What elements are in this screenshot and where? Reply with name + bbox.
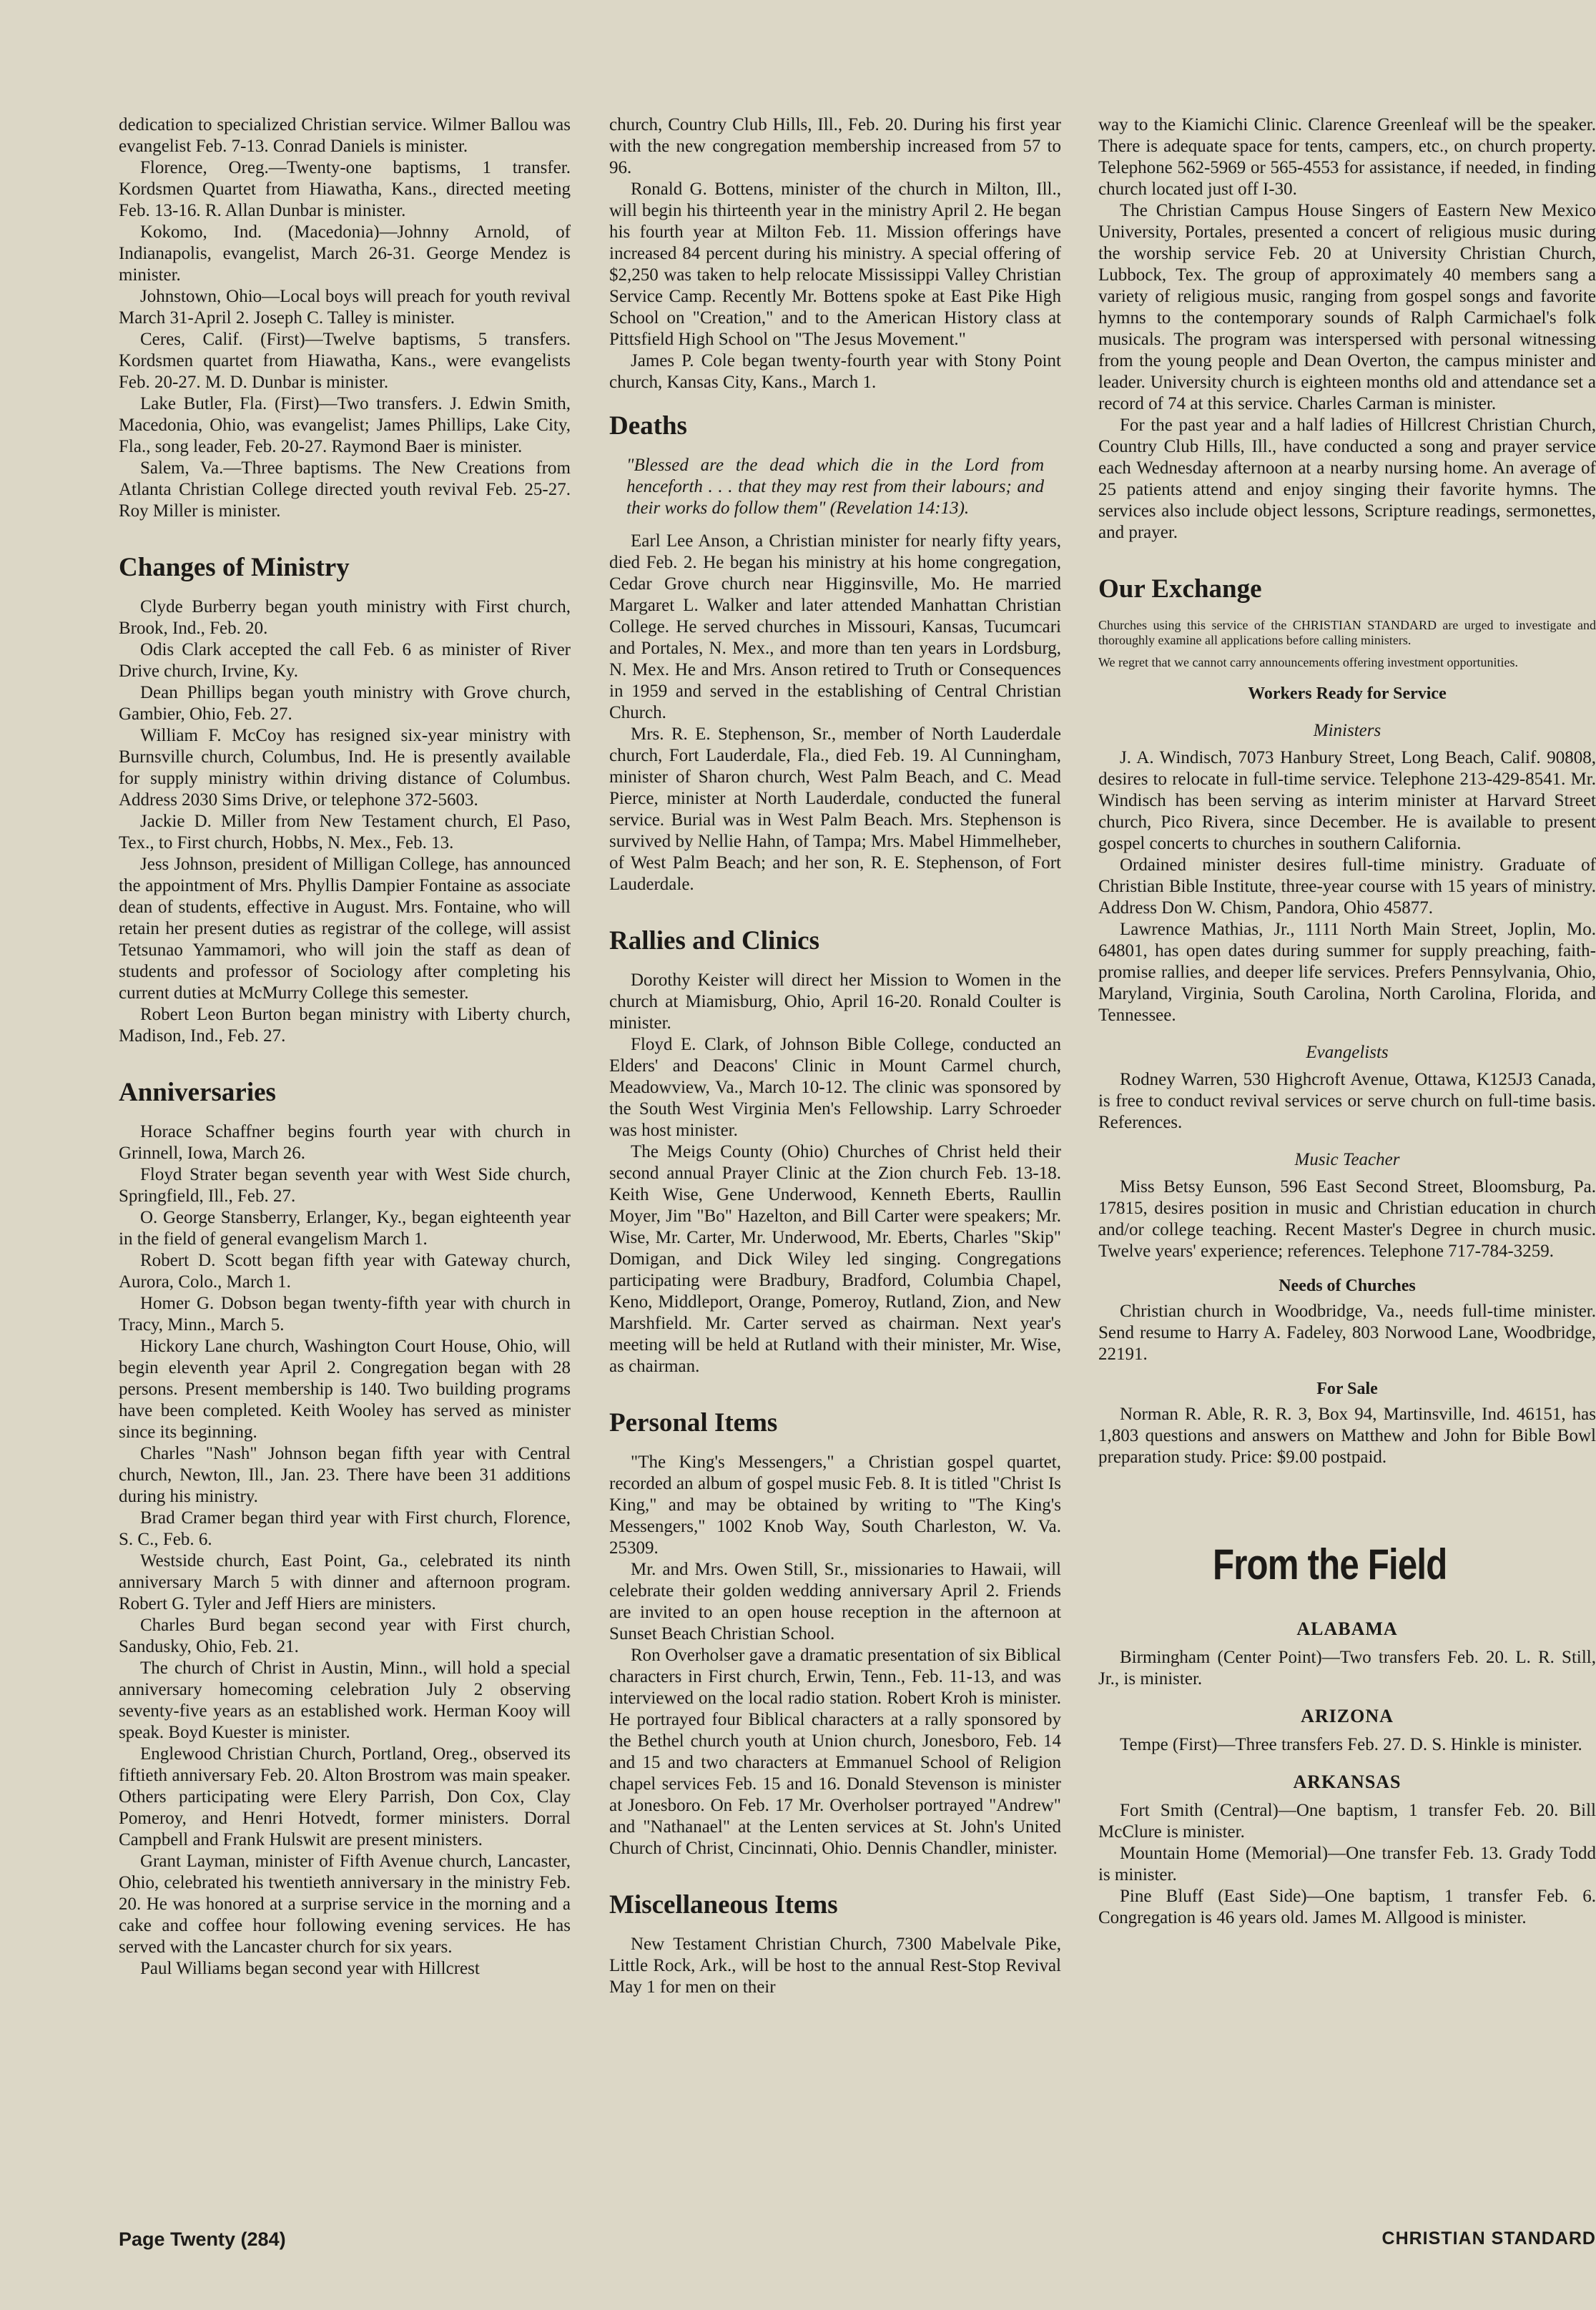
subheading-ministers: Ministers <box>1313 721 1381 740</box>
section-heading-anniversaries: Anniversaries <box>119 1078 276 1107</box>
classified-paragraph: Ordained minister desires full-time ministry. Graduate of Christian Bible Institute, three-year course with 15 years of ministry. Address Don W. Chism, Pandora, Ohio 45877. <box>1098 855 1596 918</box>
article-paragraph: James P. Cole began twenty-fourth year with Stony Point church, Kansas City, Kans., March 1. <box>609 351 1061 392</box>
article-paragraph: Jess Johnson, president of Milligan College, has announced the appointment of Mrs. Phyllis Dampier Fontaine as associate dean of students, effective in August. Mrs. Fontaine, who will retain her present duties as registrar of the college, will assist Tetsunao Yammamori, who will join the staff as dean of students and professor of Sociology after completing his current duties at McMurry College this semester. <box>119 855 571 1003</box>
classified-paragraph: Miss Betsy Eunson, 596 East Second Street, Bloomsburg, Pa. 17815, desires position in music and Christian education in church and/or college teaching. Recent Master's Degree in church music. Twelve years' experience; references. Telephone 717-784-3259. <box>1098 1177 1596 1261</box>
classified-paragraph: Rodney Warren, 530 Highcroft Avenue, Ottawa, K125J3 Canada, is free to conduct revival services or serve church on full-time basis. References. <box>1098 1070 1596 1132</box>
field-report: Pine Bluff (East Side)—One baptism, 1 transfer Feb. 6. Congregation is 46 years old. James M. Allgood is minister. <box>1098 1887 1596 1927</box>
article-paragraph: Grant Layman, minister of Fifth Avenue church, Lancaster, Ohio, celebrated his twentieth anniversary in the ministry Feb. 20. He was honored at a surprise service in the morning and a cake and coffee hour following evening services. He has served with the Lancaster church for six years. <box>119 1852 571 1957</box>
section-heading-changes-of-ministry: Changes of Ministry <box>119 553 350 582</box>
article-paragraph: Odis Clark accepted the call Feb. 6 as minister of River Drive church, Irvine, Ky. <box>119 640 571 681</box>
article-paragraph: Robert D. Scott began fifth year with Gateway church, Aurora, Colo., March 1. <box>119 1251 571 1292</box>
classified-paragraph: Christian church in Woodbridge, Va., needs full-time minister. Send resume to Harry A. Fadeley, 803 Norwood Lane, Woodbridge, 22191. <box>1098 1302 1596 1364</box>
article-paragraph: Hickory Lane church, Washington Court House, Ohio, will begin eleventh year April 2. Congregation began with 28 persons. Present membership is 140. Two building programs have been completed. Keith Wooley has served as minister since its beginning. <box>119 1337 571 1442</box>
article-paragraph: Charles "Nash" Johnson began fifth year with Central church, Newton, Ill., Jan. 23. There have been 31 additions during his ministry. <box>119 1444 571 1506</box>
article-paragraph: Lake Butler, Fla. (First)—Two transfers. J. Edwin Smith, Macedonia, Ohio, was evangelist; James Phillips, Lake City, Fla., song leader, Feb. 20-27. Raymond Baer is minister. <box>119 394 571 456</box>
article-paragraph: William F. McCoy has resigned six-year ministry with Burnsville church, Columbus, Ind. He is presently available for supply ministry within driving distance of Columbus. Address 2030 Sims Drive, or telephone 372-5603. <box>119 726 571 810</box>
article-paragraph: church, Country Club Hills, Ill., Feb. 20. During his first year with the new congregation membership increased from 57 to 96. <box>609 115 1061 177</box>
article-paragraph: way to the Kiamichi Clinic. Clarence Greenleaf will be the speaker. There is adequate space for tents, campers, etc., on church property. Telephone 562-5969 or 565-4553 for assistance, if needed, in finding church located just off I-30. <box>1098 115 1596 199</box>
subheading-evangelists: Evangelists <box>1306 1043 1389 1062</box>
section-heading-our-exchange: Our Exchange <box>1098 574 1262 604</box>
column-3 <box>1098 114 1596 1929</box>
article-paragraph: Homer G. Dobson began twenty-fifth year with church in Tracy, Minn., March 5. <box>119 1294 571 1335</box>
section-heading-miscellaneous-items: Miscellaneous Items <box>609 1890 838 1920</box>
article-paragraph: The Christian Campus House Singers of Eastern New Mexico University, Portales, presented a concert of religious music during the worship service Feb. 20 at University Christian Church, Lubbock, Tex. The group of approximately 40 members sang a variety of religious music, ranging from gospel songs and favorite hymns to the contemporary sounds of Ralph Carmichael's folk musicals. The program was interspersed with personal witnessing from the young people and Dean Overton, the campus minister and leader. University church is eighteen months old and attendance set a record of 74 at this service. Charles Carman is minister. <box>1098 201 1596 413</box>
article-paragraph: Floyd Strater began seventh year with West Side church, Springfield, Ill., Feb. 27. <box>119 1165 571 1206</box>
article-paragraph: Ceres, Calif. (First)—Twelve baptisms, 5 transfers. Kordsmen quartet from Hiawatha, Kans., were evangelists Feb. 20-27. M. D. Dunbar is minister. <box>119 330 571 392</box>
article-paragraph: "The King's Messengers," a Christian gospel quartet, recorded an album of gospel music Feb. 8. It is titled "Christ Is King," and may be obtained by writing to "The King's Messengers," 1002 Knob Way, South Charleston, W. Va. 25309. <box>609 1453 1061 1558</box>
article-paragraph: Earl Lee Anson, a Christian minister for nearly fifty years, died Feb. 2. He began his ministry at his home congregation, Cedar Grove church near Higginsville, Mo. He married Margaret L. Walker and later attended Manhattan Christian College. He served churches in Missouri, Kansas, Tucumcari and Portales, N. Mex., and more than ten years in Lordsburg, N. Mex. He and Mrs. Anson retired to Truth or Consequences in 1959 and served in the establishing of Central Christian Church. <box>609 531 1061 722</box>
article-paragraph: Dean Phillips began youth ministry with Grove church, Gambier, Ohio, Feb. 27. <box>119 683 571 724</box>
article-paragraph: Floyd E. Clark, of Johnson Bible College, conducted an Elders' and Deacons' Clinic in Mount Carmel church, Meadowview, Va., March 10-12. The clinic was sponsored by the South West Virginia Men's Fellowship. Larry Schroeder was host minister. <box>609 1035 1061 1140</box>
subheading-workers-ready: Workers Ready for Service <box>1248 684 1447 703</box>
section-heading-personal-items: Personal Items <box>609 1408 778 1437</box>
column-2 <box>609 114 1061 1998</box>
column-1 <box>119 114 571 1980</box>
section-title-from-the-field: From the Field <box>1213 1540 1447 1588</box>
state-heading-arkansas: ARKANSAS <box>1293 1771 1402 1792</box>
classified-paragraph: J. A. Windisch, 7073 Hanbury Street, Long Beach, Calif. 90808, desires to relocate in full-time service. Telephone 213-429-8541. Mr. Windisch has been serving as interim minister at Harvard Street church, Pico Rivera, since December. He is available to present gospel concerts to churches in southern California. <box>1098 748 1596 853</box>
article-paragraph: Salem, Va.—Three baptisms. The New Creations from Atlanta Christian College directed youth revival Feb. 25-27. Roy Miller is minister. <box>119 458 571 521</box>
article-paragraph: Florence, Oreg.—Twenty-one baptisms, 1 transfer. Kordsmen Quartet from Hiawatha, Kans., directed meeting Feb. 13-16. R. Allan Dunbar is minister. <box>119 158 571 220</box>
article-paragraph: Dorothy Keister will direct her Mission to Women in the church at Miamisburg, Ohio, April 16-20. Ronald Coulter is minister. <box>609 970 1061 1033</box>
field-report: Mountain Home (Memorial)—One transfer Feb. 13. Grady Todd is minister. <box>1098 1844 1596 1884</box>
article-paragraph: Englewood Christian Church, Portland, Oreg., observed its fiftieth anniversary Feb. 20. Alton Brostrom was main speaker. Others participating were Elery Parrish, Don Cox, Clay Pomeroy, and Henri Hotvedt, former ministers. Dorral Campbell and Frank Hulswit are present ministers. <box>119 1744 571 1849</box>
state-heading-alabama: ALABAMA <box>1296 1618 1398 1639</box>
article-paragraph: For the past year and a half ladies of Hillcrest Christian Church, Country Club Hills, Ill., have conducted a song and prayer service each Wednesday afternoon at a nearby nursing home. An average of 25 patients attend and enjoy singing their favorite hymns. The services also include object lessons, Scripture readings, sermonettes, and prayer. <box>1098 416 1596 542</box>
field-report: Fort Smith (Central)—One baptism, 1 transfer Feb. 20. Bill McClure is minister. <box>1098 1801 1596 1842</box>
classified-paragraph: Norman R. Able, R. R. 3, Box 94, Martinsville, Ind. 46151, has 1,803 questions and answers on Matthew and John for Bible Bowl preparation study. Price: $9.00 postpaid. <box>1098 1405 1596 1467</box>
article-paragraph: Brad Cramer began third year with First church, Florence, S. C., Feb. 6. <box>119 1508 571 1549</box>
article-paragraph: O. George Stansberry, Erlanger, Ky., began eighteenth year in the field of general evangelism March 1. <box>119 1208 571 1249</box>
exchange-notice: Churches using this service of the CHRISTIAN STANDARD are urged to investigate and thoroughly examine all applications before calling ministers. <box>1098 618 1596 647</box>
scripture-quote: "Blessed are the dead which die in the Lord from henceforth . . . that they may rest from their labours; and their works do follow them" (Revelation 14:13). <box>626 456 1044 518</box>
state-heading-arizona: ARIZONA <box>1301 1706 1394 1726</box>
article-paragraph: The Meigs County (Ohio) Churches of Christ held their second annual Prayer Clinic at the Zion church Feb. 13-18. Keith Wise, Gene Underwood, Kenneth Eberts, Raullin Moyer, Jim "Bo" Hazelton, and Bill Carter were speakers; Mr. Wise, Mr. Carter, Mr. Underwood, Mr. Eberts, Charles "Skip" Domigan, and Dick Wiley led singing. Congregations participating were Bradbury, Bradford, Columbia Chapel, Keno, Middleport, Orange, Pomeroy, Rutland, Zion, and New Marshfield. Mr. Carter served as chairman. Next year's meeting will be held at Rutland with their minister, Mr. Wise, as chairman. <box>609 1142 1061 1376</box>
magazine-name: CHRISTIAN STANDARD <box>1381 2228 1596 2248</box>
subheading-music-teacher: Music Teacher <box>1294 1150 1400 1169</box>
article-paragraph: Mrs. R. E. Stephenson, Sr., member of North Lauderdale church, Fort Lauderdale, Fla., died Feb. 19. Al Cunningham, minister of Sharon church, West Palm Beach, and C. Mead Pierce, minister at North Lauderdale, conducted the funeral service. Burial was in West Palm Beach. Mrs. Stephenson is survived by Nellie Hahn, of Tampa; Mrs. Mabel Himmelheber, of West Palm Beach; and her son, R. E. Stephenson, of Fort Lauderdale. <box>609 724 1061 894</box>
classified-paragraph: Lawrence Mathias, Jr., 1111 North Main Street, Joplin, Mo. 64801, has open dates during summer for supply preaching, faith-promise rallies, and deeper life services. Prefers Pennsylvania, Ohio, Maryland, Virginia, South Carolina, North Carolina, Florida, and Tennessee. <box>1098 920 1596 1025</box>
subheading-for-sale: For Sale <box>1316 1380 1378 1398</box>
field-report: Tempe (First)—Three transfers Feb. 27. D. S. Hinkle is minister. <box>1120 1735 1582 1754</box>
field-report: Birmingham (Center Point)—Two transfers Feb. 20. L. R. Still, Jr., is minister. <box>1098 1648 1596 1689</box>
section-heading-deaths: Deaths <box>609 411 687 441</box>
subheading-needs-of-churches: Needs of Churches <box>1279 1277 1416 1295</box>
article-paragraph: Horace Schaffner begins fourth year with church in Grinnell, Iowa, March 26. <box>119 1122 571 1163</box>
article-paragraph: Ronald G. Bottens, minister of the church in Milton, Ill., will begin his thirteenth year in the ministry April 2. He began his fourth year at Milton Feb. 11. Mission offerings have increased 84 percent during his ministry. A special offering of $2,250 was taken to help relocate Mississippi Valley Christian Service Camp. Recently Mr. Bottens spoke at East Pike High School on "Creation," and to the American History class at Pittsfield High School on "The Jesus Movement." <box>609 180 1061 349</box>
article-paragraph: The church of Christ in Austin, Minn., will hold a special anniversary homecoming celebration July 2 observing seventy-five years as an established work. Herman Kooy will speak. Boyd Kuester is minister. <box>119 1658 571 1742</box>
article-paragraph: Charles Burd began second year with First church, Sandusky, Ohio, Feb. 21. <box>119 1616 571 1656</box>
article-paragraph: Robert Leon Burton began ministry with Liberty church, Madison, Ind., Feb. 27. <box>119 1005 571 1046</box>
article-paragraph: Clyde Burberry began youth ministry with First church, Brook, Ind., Feb. 20. <box>119 597 571 638</box>
article-paragraph: Paul Williams began second year with Hillcrest <box>140 1959 480 1978</box>
article-paragraph: Mr. and Mrs. Owen Still, Sr., missionaries to Hawaii, will celebrate their golden wedding anniversary April 2. Friends are invited to an open house reception in the afternoon at Sunset Beach Christian School. <box>609 1560 1061 1643</box>
article-paragraph: Kokomo, Ind. (Macedonia)—Johnny Arnold, of Indianapolis, evangelist, March 26-31. George Mendez is minister. <box>119 222 571 285</box>
section-heading-rallies-and-clinics: Rallies and Clinics <box>609 926 819 955</box>
page-number: Page Twenty (284) <box>119 2228 286 2250</box>
exchange-notice: We regret that we cannot carry announcements offering investment opportunities. <box>1098 655 1519 669</box>
article-paragraph: dedication to specialized Christian service. Wilmer Ballou was evangelist Feb. 7-13. Conrad Daniels is minister. <box>119 115 571 156</box>
article-paragraph: New Testament Christian Church, 7300 Mabelvale Pike, Little Rock, Ark., will be host to the annual Rest-Stop Revival May 1 for men on their <box>609 1935 1061 1997</box>
article-paragraph: Westside church, East Point, Ga., celebrated its ninth anniversary March 5 with dinner and afternoon program. Robert G. Tyler and Jeff Hiers are ministers. <box>119 1551 571 1613</box>
article-paragraph: Johnstown, Ohio—Local boys will preach for youth revival March 31-April 2. Joseph C. Talley is minister. <box>119 287 571 328</box>
article-paragraph: Ron Overholser gave a dramatic presentation of six Biblical characters in First church, Erwin, Tenn., Feb. 11-13, and was interviewed on the local radio station. Robert Kroh is minister. He portrayed four Biblical characters at a rally sponsored by the Bethel church youth at Union church, Jonesboro, Feb. 14 and 15 and two characters at Emmanuel School of Religion chapel services Feb. 15 and 16. Donald Stevenson is minister at Jonesboro. On Feb. 17 Mr. Overholser portrayed "Andrew" and "Nathanael" at the Lenten services at St. John's United Church of Christ, Cincinnati, Ohio. Dennis Chandler, minister. <box>609 1646 1061 1858</box>
article-paragraph: Jackie D. Miller from New Testament church, El Paso, Tex., to First church, Hobbs, N. Mex., Feb. 13. <box>119 812 571 852</box>
